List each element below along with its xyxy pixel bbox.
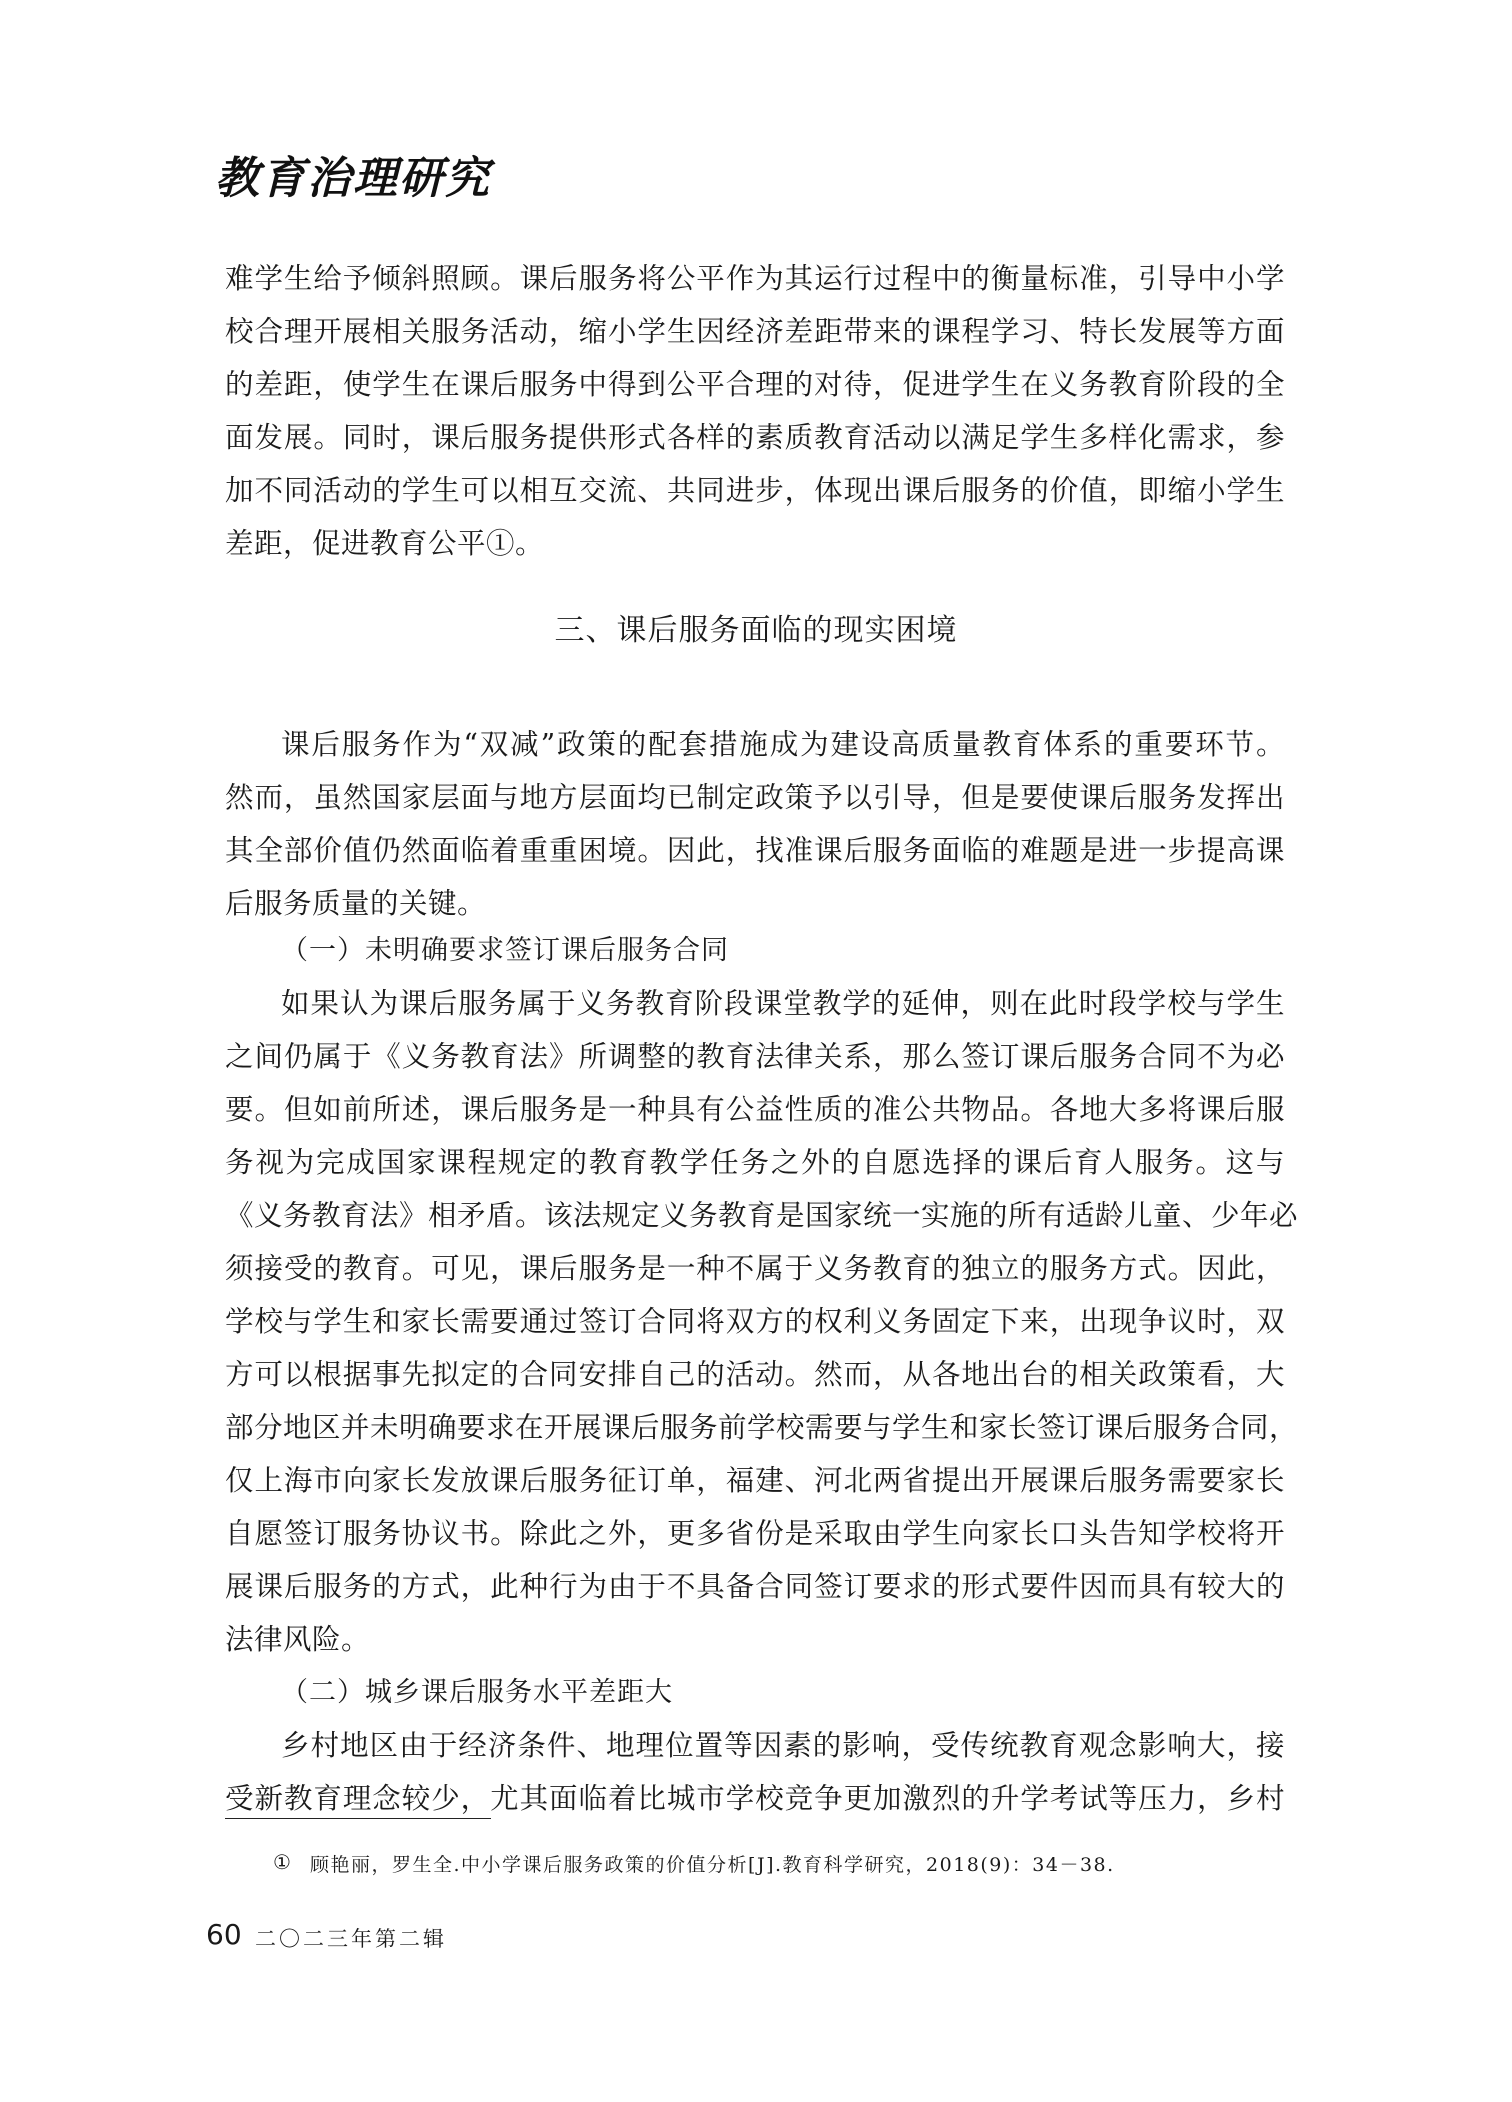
footnote-marker: ① <box>273 1850 291 1874</box>
footnote-divider <box>225 1818 491 1819</box>
text-line: 须接受的教育。可见，课后服务是一种不属于义务教育的独立的服务方式。因此， <box>225 1252 1285 1285</box>
text-line: 校合理开展相关服务活动，缩小学生因经济差距带来的课程学习、特长发展等方面 <box>225 315 1285 348</box>
text-line: 乡村地区由于经济条件、地理位置等因素的影响，受传统教育观念影响大，接 <box>281 1729 1285 1762</box>
text-line: 部分地区并未明确要求在开展课后服务前学校需要与学生和家长签订课后服务合同， <box>225 1411 1299 1444</box>
text-line: 加不同活动的学生可以相互交流、共同进步，体现出课后服务的价值，即缩小学生 <box>225 474 1285 507</box>
text-line: 仅上海市向家长发放课后服务征订单，福建、河北两省提出开展课后服务需要家长 <box>225 1464 1285 1497</box>
text-line: 受新教育理念较少，尤其面临着比城市学校竞争更加激烈的升学考试等压力，乡村 <box>225 1782 1285 1815</box>
text-line: 学校与学生和家长需要通过签订合同将双方的权利义务固定下来，出现争议时，双 <box>225 1305 1285 1338</box>
text-line: 课后服务作为“双减”政策的配套措施成为建设高质量教育体系的重要环节。 <box>281 728 1285 761</box>
text-line: 务视为完成国家课程规定的教育教学任务之外的自愿选择的课后育人服务。这与 <box>225 1146 1285 1179</box>
page-number: 60 <box>206 1918 242 1951</box>
text-line: 要。但如前所述，课后服务是一种具有公益性质的准公共物品。各地大多将课后服 <box>225 1093 1285 1126</box>
text-line: 其全部价值仍然面临着重重困境。因此，找准课后服务面临的难题是进一步提高课 <box>225 834 1285 867</box>
text-line: 差距，促进教育公平①。 <box>225 527 545 560</box>
text-line: 方可以根据事先拟定的合同安排自己的活动。然而，从各地出台的相关政策看，大 <box>225 1358 1285 1391</box>
subsection-heading-2: （二）城乡课后服务水平差距大 <box>281 1677 673 1708</box>
text-line: 之间仍属于《义务教育法》所调整的教育法律关系，那么签订课后服务合同不为必 <box>225 1040 1285 1073</box>
text-line: 如果认为课后服务属于义务教育阶段课堂教学的延伸，则在此时段学校与学生 <box>281 987 1285 1020</box>
text-line: 难学生给予倾斜照顾。课后服务将公平作为其运行过程中的衡量标准，引导中小学 <box>225 262 1285 295</box>
subsection-heading-1: （一）未明确要求签订课后服务合同 <box>281 935 729 966</box>
footnote-text: 顾艳丽，罗生全.中小学课后服务政策的价值分析[J].教育科学研究，2018(9)：34－38. <box>310 1854 1115 1876</box>
text-line: 面发展。同时，课后服务提供形式各样的素质教育活动以满足学生多样化需求，参 <box>225 421 1285 454</box>
journal-title: 教育治理研究 <box>215 153 491 204</box>
issue-label: 二〇二三年第二辑 <box>255 1927 447 1951</box>
text-line: 法律风险。 <box>225 1623 371 1656</box>
text-line: 的差距，使学生在课后服务中得到公平合理的对待，促进学生在义务教育阶段的全 <box>225 368 1285 401</box>
text-line: 自愿签订服务协议书。除此之外，更多省份是采取由学生向家长口头告知学校将开 <box>225 1517 1285 1550</box>
text-line: 然而，虽然国家层面与地方层面均已制定政策予以引导，但是要使课后服务发挥出 <box>225 781 1285 814</box>
text-line: 展课后服务的方式，此种行为由于不具备合同签订要求的形式要件因而具有较大的 <box>225 1570 1285 1603</box>
text-line: 后服务质量的关键。 <box>225 887 487 920</box>
section-heading: 三、课后服务面临的现实困境 <box>554 613 958 648</box>
text-line: 《义务教育法》相矛盾。该法规定义务教育是国家统一实施的所有适龄儿童、少年必 <box>225 1199 1299 1232</box>
